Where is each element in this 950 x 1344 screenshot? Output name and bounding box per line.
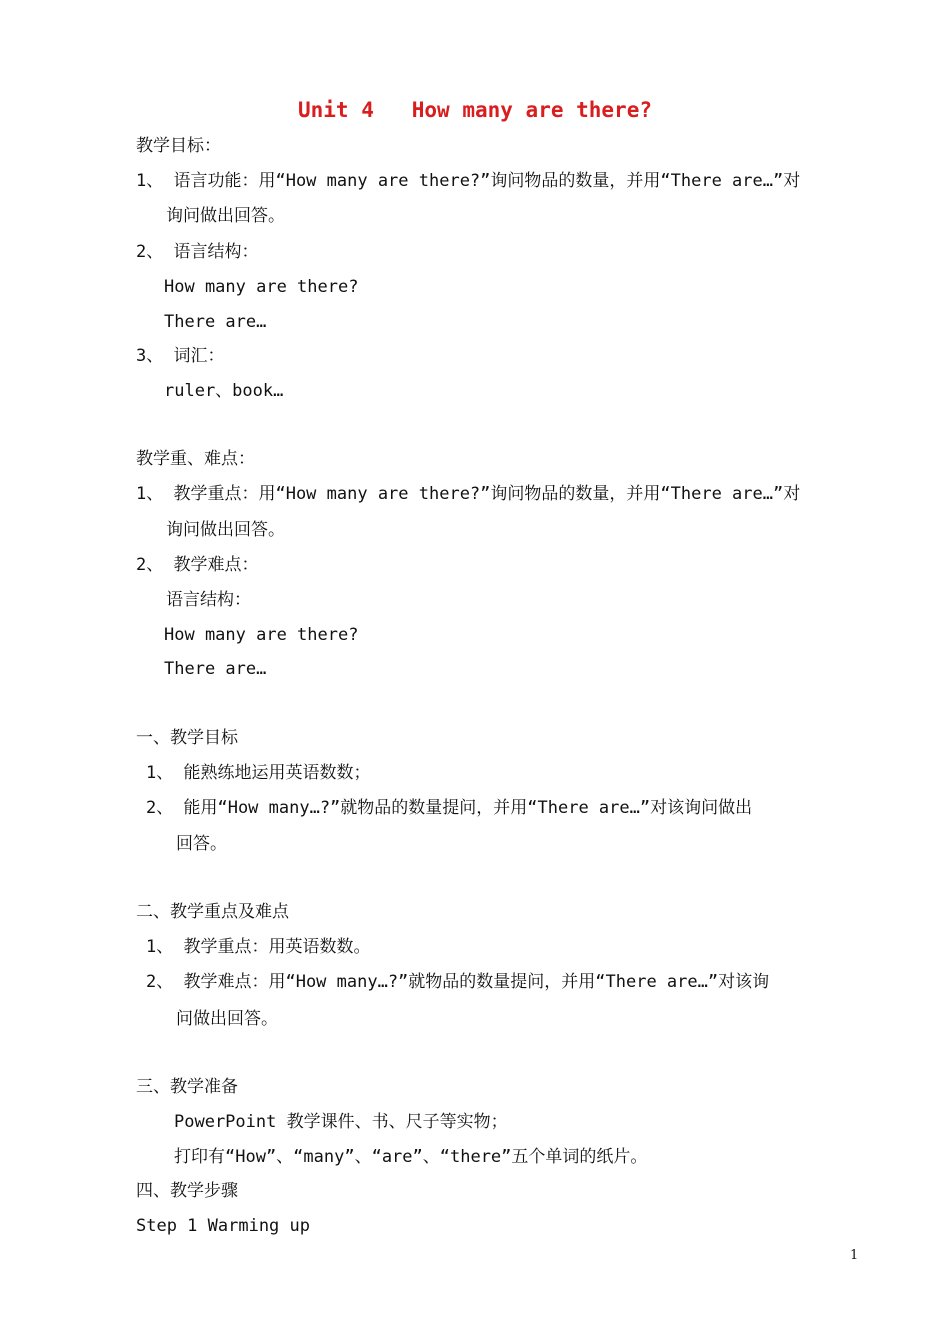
page-number: 1	[850, 1248, 859, 1263]
text-line: 四、教学步骤	[136, 1181, 238, 1201]
text-line: 3、 词汇：	[136, 346, 225, 366]
text-line: 询问做出回答。	[166, 206, 285, 226]
text-line: 1、 能熟练地运用英语数数；	[146, 763, 371, 783]
text-line: There are…	[164, 659, 267, 679]
text-line: There are…	[164, 312, 267, 332]
text-line: ruler、book…	[164, 381, 284, 401]
text-line: 教学目标：	[136, 136, 221, 156]
text-line: 教学重、难点：	[136, 449, 255, 469]
text-line: 询问做出回答。	[166, 520, 285, 540]
text-line: 2、 语言结构：	[136, 242, 259, 262]
text-line: 语言结构：	[166, 590, 251, 610]
text-line: 1、 语言功能：用“How many are there?”询问物品的数量，并用“There are…”对	[136, 171, 801, 191]
text-line: PowerPoint 教学课件、书、尺子等实物；	[174, 1112, 508, 1132]
text-line: Step 1 Warming up	[136, 1216, 310, 1236]
text-line: 三、教学准备	[136, 1077, 238, 1097]
text-line: 回答。	[176, 834, 227, 854]
document-title: Unit 4 How many are there?	[297, 98, 652, 122]
text-line: 问做出回答。	[176, 1009, 278, 1029]
text-line: 二、教学重点及难点	[136, 902, 289, 922]
text-line: How many are there?	[164, 277, 359, 297]
text-line: 1、 教学重点：用英语数数。	[146, 937, 371, 957]
text-line: 2、 能用“How many…?”就物品的数量提问，并用“There are…”对该询问做出	[146, 798, 753, 818]
text-line: 2、 教学难点：	[136, 555, 259, 575]
text-line: 2、 教学难点：用“How many…?”就物品的数量提问，并用“There are…”对该询	[146, 972, 770, 992]
text-line: 1、 教学重点：用“How many are there?”询问物品的数量，并用“There are…”对	[136, 484, 801, 504]
text-line: 一、教学目标	[136, 728, 238, 748]
text-line: 打印有“How”、“many”、“are”、“there”五个单词的纸片。	[174, 1147, 648, 1167]
text-line: How many are there?	[164, 625, 359, 645]
